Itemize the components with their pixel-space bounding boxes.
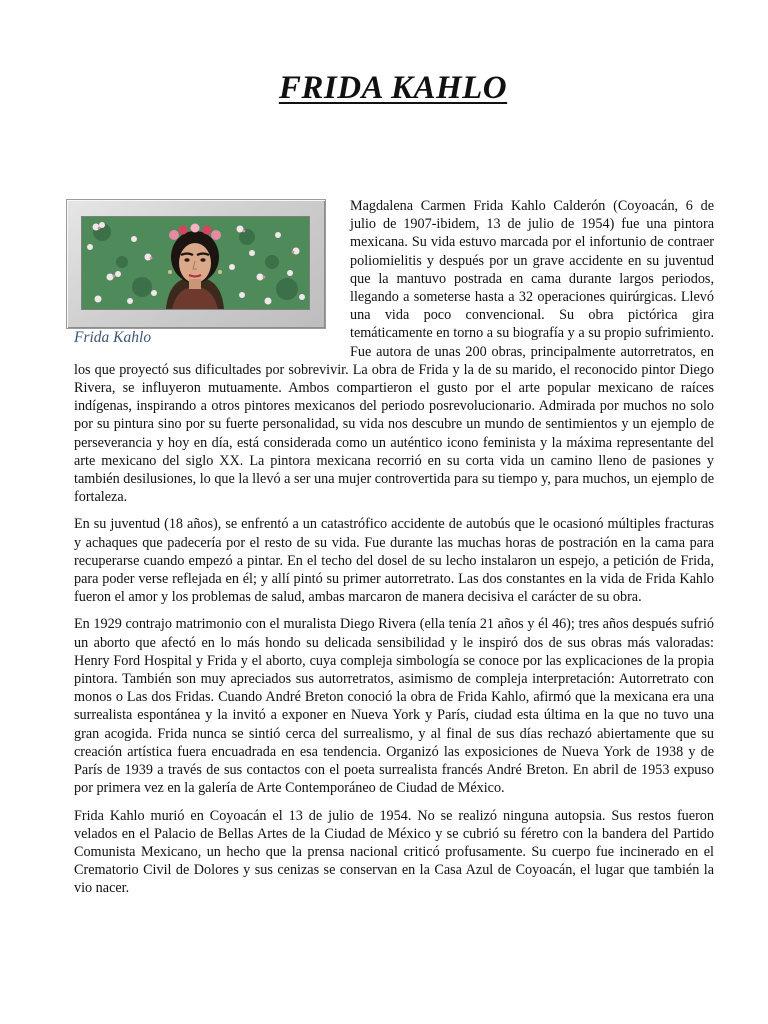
document-title: FRIDA KAHLO	[278, 70, 508, 106]
document-body	[74, 197, 714, 907]
paragraph-marriage: En 1929 contrajo matrimonio con el muralista Diego Rivera (ella tenía 21 años y él 46); tres años después sufrió un aborto que afectó en lo más hondo su delicada sensibilidad y le inspiró dos de sus obras más valoradas: Henry Ford Hospital y Frida y el aborto, cuya compleja simbología se conoce por las explicaciones de la propia pintora. También son muy apreciados sus autorretratos, asimismo de compleja interpretación: Autorretrato con monos o Las dos Fridas. Cuando André Breton conoció la obra de Frida Kahlo, afirmó que la mexicana era una surrealista espontánea y la invitó a exponer en Nueva York y París, ciudad esta última en la que no tuvo una gran acogida. Frida nunca se sintió cerca del surrealismo, y al final de sus días rechazó abiertamente que su creación artística fuera encuadrada en esa tendencia. Organizó las exposiciones de Nueva York de 1938 y de París de 1939 a través de sus contactos con el poeta surrealista francés André Breton. En abril de 1953 expuso por primera vez en la galería de Arte Contemporáneo de Ciudad de México.	[74, 616, 714, 797]
paragraph-death: Frida Kahlo murió en Coyoacán el 13 de julio de 1954. No se realizó ninguna autopsia. Sus restos fueron velados en el Palacio de Bellas Artes de la Ciudad de México y se cubrió su féretro con la bandera del Partido Comunista Mexicano, un hecho que la prensa nacional criticó profusamente. Su cuerpo fue incinerado en el Crematorio Civil de Dolores y sus cenizas se conservan en la Casa Azul de Coyoacán, el lugar que también la vio nacer.	[74, 807, 714, 897]
picture-frame	[66, 199, 326, 329]
paragraph-intro: Magdalena Carmen Frida Kahlo Calderón (Coyoacán, 6 de julio de 1907-ibidem, 13 de julio de 1954) fue una pintora mexicana. Su vida estuvo marcada por el infortunio de contraer poliomielitis y después por un grave accidente en su juventud que la mantuvo postrada en cama durante largos periodos, llegando a someterse hasta a 32 operaciones quirúrgicas. Llevó una vida poco convencional. Su obra pictórica gira temáticamente en torno a su biografía y a su propio sufrimiento. Fue autora de unas 200 obras, principalmente autorretratos, en los que proyectó sus dificultades por sobrevivir. La obra de Frida y la de su marido, el reconocido pintor Diego Rivera, se influyeron mutuamente. Ambos compartieron el gusto por el arte popular mexicano de raíces indígenas, inspirando a otros pintores mexicanos del periodo posrevolucionario. Admirada por muchos no solo por su pintura sino por su fuerte personalidad, su vida nos descubre un mundo de sentimientos y un ejemplo de perseverancia y hoy en día, está considerada como un auténtico icono feminista y la máxima representante del arte mexicano del siglo XX. La pintora mexicana recorrió en su corta vida un camino lleno de pasiones y también desilusiones, lo que la llevó a ser una mujer controvertida para su tiempo y, para muchos, un ejemplo de fortaleza.	[74, 198, 714, 506]
paragraph-accident: En su juventud (18 años), se enfrentó a un catastrófico accidente de autobús que le ocasionó múltiples fracturas y achaques que padecería por el resto de su vida. Fue durante las muchas horas de postración en la cama para recuperarse cuando empezó a pintar. En el techo del dosel de su lecho instalaron un espejo, a petición de Frida, para poder verse reflejada en él; y allí pintó su primer autorretrato. Las dos constantes en la vida de Frida Kahlo fueron el amor y los problemas de salud, ambas marcaron de manera decisiva el carácter de su obra.	[74, 516, 714, 606]
portrait-photo-icon	[81, 216, 310, 310]
figure-caption: Frida Kahlo	[74, 329, 152, 346]
portrait-figure	[66, 199, 350, 356]
